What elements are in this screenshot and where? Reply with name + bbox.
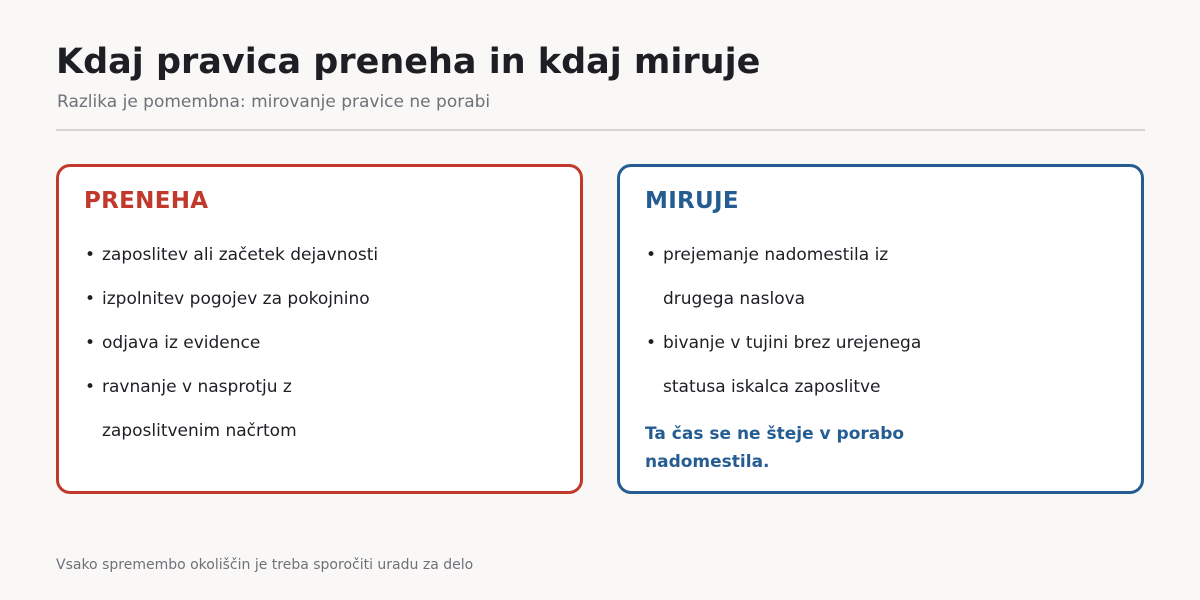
- bullet-icon: •: [646, 245, 657, 265]
- list-item: [646, 321, 921, 409]
- bullet-icon: •: [85, 245, 96, 265]
- pauses-card: [617, 164, 1144, 494]
- pauses-list: [646, 233, 921, 409]
- bullet-icon: •: [85, 333, 96, 353]
- list-item-text: ravnanje v nasprotju z: [102, 377, 292, 397]
- bullet-icon: •: [646, 333, 657, 353]
- list-item: [85, 321, 378, 365]
- bullet-icon: •: [85, 377, 96, 397]
- list-item-text-continued: drugega naslova: [663, 289, 806, 309]
- list-item-text-continued: zaposlitvenim načrtom: [102, 421, 297, 441]
- page-title: Kdaj pravica preneha in kdaj miruje: [56, 42, 761, 82]
- list-item: [85, 277, 378, 321]
- footer-note: Vsako spremembo okoliščin je treba sporočiti uradu za delo: [56, 557, 474, 573]
- pauses-note-line: nadomestila.: [645, 452, 770, 472]
- ends-card: [56, 164, 583, 494]
- list-item-text: bivanje v tujini brez urejenega: [663, 333, 922, 353]
- pauses-note-line: Ta čas se ne šteje v porabo: [645, 424, 905, 444]
- list-item-text: izpolnitev pogojev za pokojnino: [102, 289, 370, 309]
- header-divider: [56, 129, 1145, 131]
- list-item: [85, 365, 378, 453]
- bullet-icon: •: [85, 289, 96, 309]
- ends-card-heading: PRENEHA: [84, 188, 209, 214]
- list-item-text: odjava iz evidence: [102, 333, 261, 353]
- page-subtitle: Razlika je pomembna: mirovanje pravice ne porabi: [57, 92, 491, 112]
- pauses-note: [645, 420, 904, 476]
- pauses-card-heading: MIRUJE: [645, 188, 739, 214]
- ends-list: [85, 233, 378, 453]
- list-item: [646, 233, 921, 321]
- list-item-text: zaposlitev ali začetek dejavnosti: [102, 245, 379, 265]
- list-item-text-continued: statusa iskalca zaposlitve: [663, 377, 881, 397]
- list-item-text: prejemanje nadomestila iz: [663, 245, 889, 265]
- list-item: [85, 233, 378, 277]
